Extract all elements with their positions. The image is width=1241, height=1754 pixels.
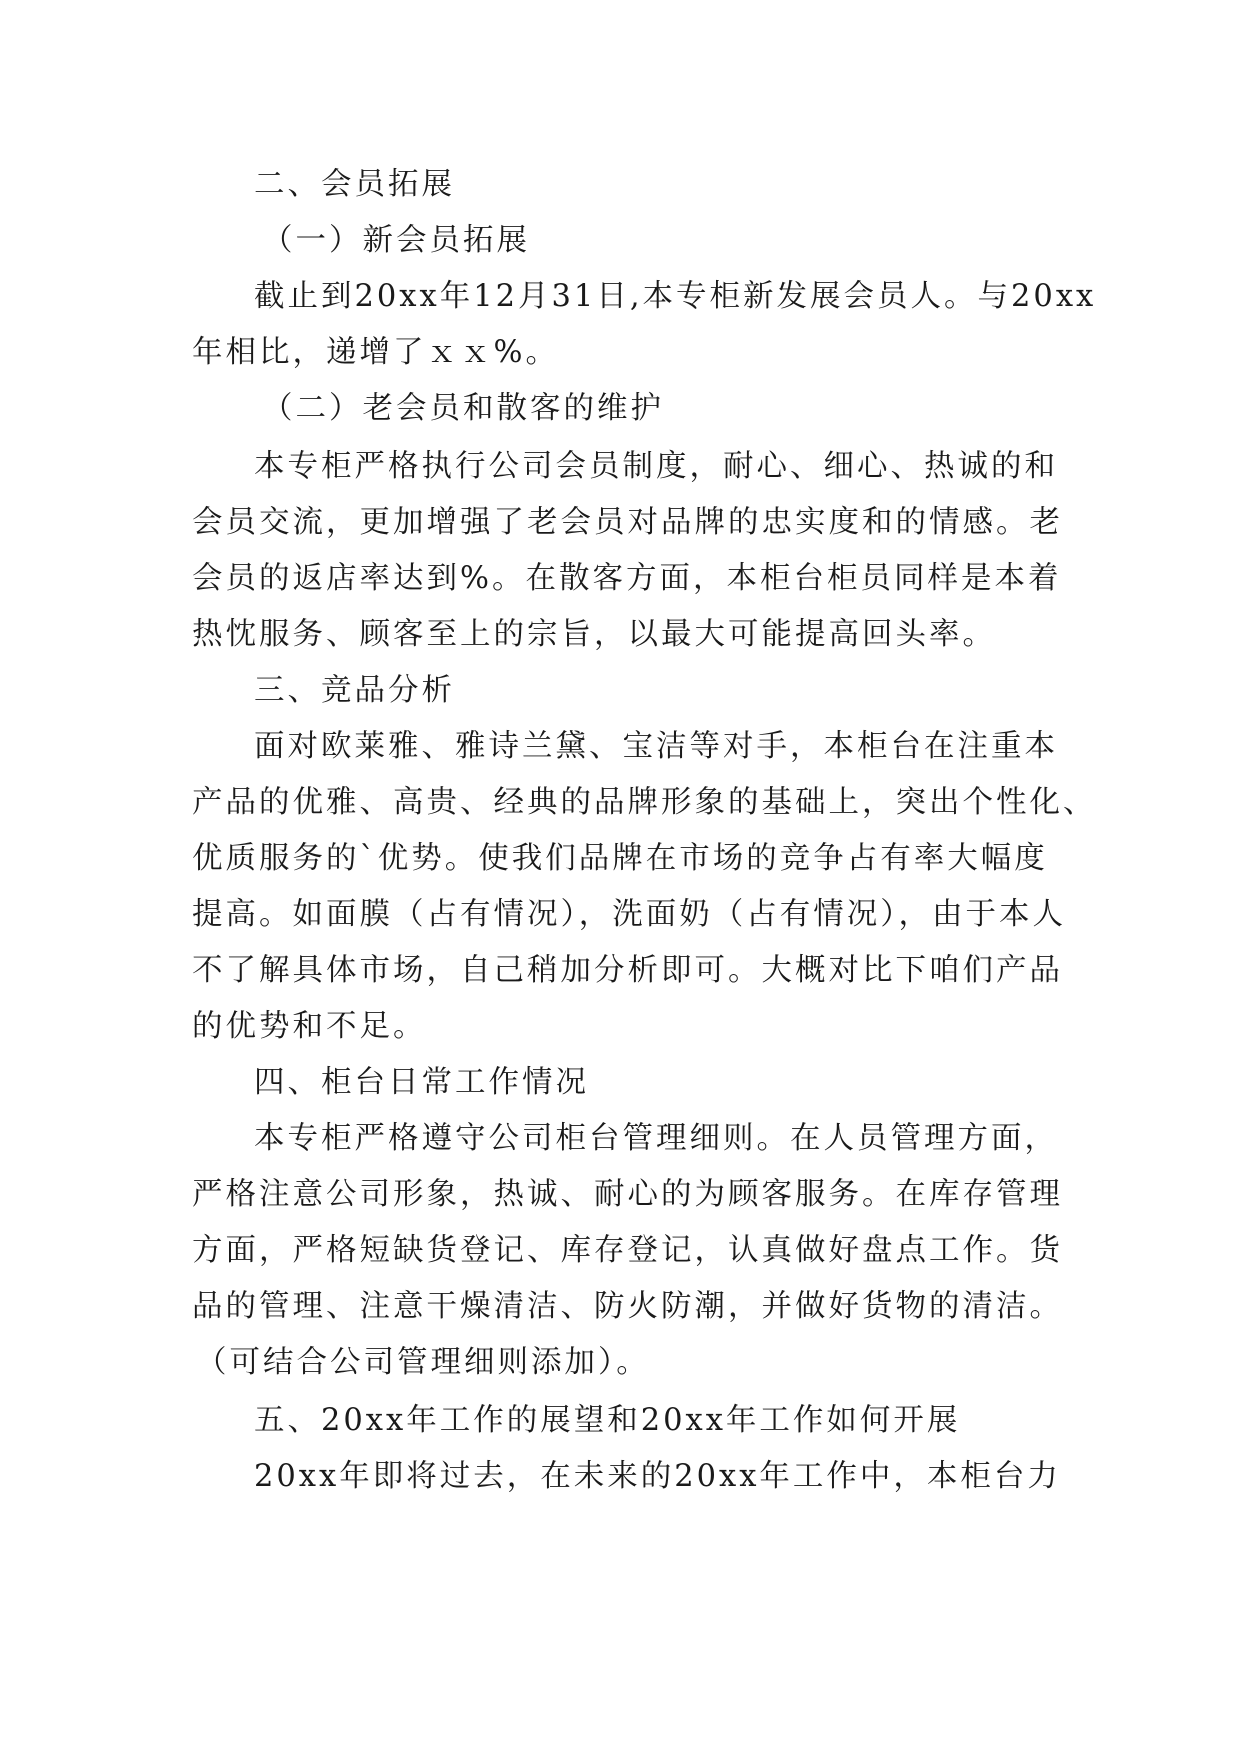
paragraph-line: 热忱服务、顾客至上的宗旨，以最大可能提高回头率。: [192, 617, 996, 652]
paragraph-line: 会员的返店率达到%。在散客方面，本柜台柜员同样是本着: [192, 561, 1062, 596]
paragraph-line: 方面，严格短缺货登记、库存登记，认真做好盘点工作。货: [192, 1233, 1063, 1268]
paragraph-line: 截止到20xx年12月31日,本专柜新发展会员人。与20xx: [254, 279, 1097, 314]
paragraph-line: （可结合公司管理细则添加）。: [196, 1345, 650, 1380]
paragraph-line: 品的管理、注意干燥清洁、防火防潮，并做好货物的清洁。: [192, 1289, 1063, 1324]
paragraph-line: 产品的优雅、高贵、经典的品牌形象的基础上，突出个性化、: [192, 785, 1097, 820]
section-heading-outlook: 五、20xx年工作的展望和20xx年工作如何开展: [254, 1403, 961, 1438]
paragraph-line: 20xx年即将过去，在未来的20xx年工作中，本柜台力: [254, 1459, 1061, 1494]
paragraph-line: 优质服务的`优势。使我们品牌在市场的竞争占有率大幅度: [192, 841, 1048, 876]
paragraph-line: 提高。如面膜（占有情况），洗面奶（占有情况），由于本人: [192, 897, 1066, 932]
section-heading-competitor-analysis: 三、竞品分析: [254, 673, 455, 708]
subsection-heading-old-members: （二）老会员和散客的维护: [262, 391, 664, 426]
paragraph-line: 本专柜严格执行公司会员制度，耐心、细心、热诚的和: [254, 449, 1058, 484]
section-heading-daily-work: 四、柜台日常工作情况: [254, 1065, 589, 1100]
paragraph-line: 严格注意公司形象，热诚、耐心的为顾客服务。在库存管理: [192, 1177, 1063, 1212]
paragraph-line: 的优势和不足。: [192, 1009, 427, 1044]
paragraph-line: 年相比，递增了ｘｘ%。: [192, 335, 559, 370]
subsection-heading-new-members: （一）新会员拓展: [262, 223, 530, 258]
paragraph-line: 会员交流，更加增强了老会员对品牌的忠实度和的情感。老: [192, 505, 1063, 540]
section-heading-member-expansion: 二、会员拓展: [254, 167, 455, 202]
paragraph-line: 本专柜严格遵守公司柜台管理细则。在人员管理方面，: [254, 1121, 1058, 1156]
paragraph-line: 不了解具体市场，自己稍加分析即可。大概对比下咱们产品: [192, 953, 1063, 988]
paragraph-line: 面对欧莱雅、雅诗兰黛、宝洁等对手，本柜台在注重本: [254, 729, 1058, 764]
